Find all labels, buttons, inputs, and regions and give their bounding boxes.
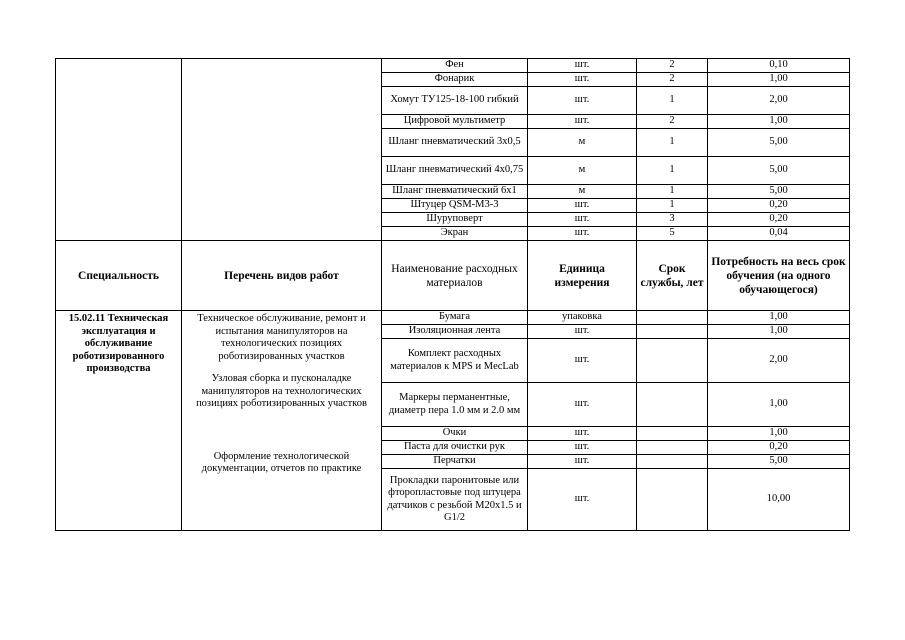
material-life: 2 [637, 59, 708, 73]
material-name: Шланг пневматический 4х0,75 [382, 157, 528, 185]
material-life: 2 [637, 115, 708, 129]
header-materials: Наименование расходных материалов [382, 241, 528, 311]
material-unit: шт. [528, 325, 637, 339]
material-name: Экран [382, 227, 528, 241]
material-need: 2,00 [708, 339, 850, 383]
material-name: Шланг пневматический 6х1 [382, 185, 528, 199]
header-life: Срок службы, лет [637, 241, 708, 311]
material-unit: м [528, 129, 637, 157]
material-need: 0,10 [708, 59, 850, 73]
header-row [56, 241, 850, 311]
material-name: Прокладки паронитовые или фторопластовые под штуцера датчиков с резьбой M20x1.5 и G1/2 [382, 469, 528, 531]
material-name: Паста для очистки рук [382, 441, 528, 455]
material-unit: шт. [528, 469, 637, 531]
material-name: Штуцер QSM-M3-3 [382, 199, 528, 213]
material-life: 1 [637, 199, 708, 213]
material-need: 0,04 [708, 227, 850, 241]
works-cell [182, 311, 382, 531]
empty-works-cell [182, 59, 382, 241]
table-row [56, 311, 850, 325]
work-item: Техническое обслуживание, ремонт и испытания манипуляторов на технологических позициях роботизированных участков [197, 313, 366, 362]
material-need: 1,00 [708, 73, 850, 87]
material-life [637, 339, 708, 383]
empty-specialty-cell [56, 59, 182, 241]
material-life: 5 [637, 227, 708, 241]
material-unit: шт. [528, 59, 637, 73]
material-unit: шт. [528, 87, 637, 115]
material-unit: шт. [528, 427, 637, 441]
material-need: 5,00 [708, 157, 850, 185]
material-unit: шт. [528, 441, 637, 455]
material-unit: шт. [528, 73, 637, 87]
material-life [637, 383, 708, 427]
material-unit: шт. [528, 213, 637, 227]
material-name: Перчатки [382, 455, 528, 469]
material-name: Бумага [382, 311, 528, 325]
material-need: 5,00 [708, 455, 850, 469]
material-life [637, 455, 708, 469]
material-name: Шланг пневматический 3х0,5 [382, 129, 528, 157]
work-item: Оформление технологической документации, отчетов по практике [201, 450, 362, 474]
material-need: 10,00 [708, 469, 850, 531]
material-unit: шт. [528, 339, 637, 383]
material-life: 3 [637, 213, 708, 227]
material-name: Цифровой мультиметр [382, 115, 528, 129]
header-works: Перечень видов работ [182, 241, 382, 311]
consumables-table [55, 58, 850, 531]
material-life: 1 [637, 129, 708, 157]
material-life: 1 [637, 157, 708, 185]
material-name: Очки [382, 427, 528, 441]
header-need: Потребность на весь срок обучения (на одного обучающегося) [708, 241, 850, 311]
material-name: Хомут ТУ125-18-100 гибкий [382, 87, 528, 115]
material-life: 1 [637, 87, 708, 115]
material-life [637, 325, 708, 339]
header-unit: Единица измерения [528, 241, 637, 311]
material-name: Фен [382, 59, 528, 73]
material-life [637, 469, 708, 531]
work-item: Узловая сборка и пусконаладке манипуляторов на технологических позициях роботизированных участков [196, 373, 367, 409]
material-need: 5,00 [708, 129, 850, 157]
material-life [637, 427, 708, 441]
table-row [56, 59, 850, 73]
material-unit: шт. [528, 115, 637, 129]
material-name: Шуруповерт [382, 213, 528, 227]
material-unit: шт. [528, 455, 637, 469]
material-name: Комплект расходных материалов к MPS и MecLab [382, 339, 528, 383]
material-life [637, 311, 708, 325]
material-need: 1,00 [708, 383, 850, 427]
material-need: 1,00 [708, 311, 850, 325]
material-life: 1 [637, 185, 708, 199]
material-need: 1,00 [708, 427, 850, 441]
material-need: 0,20 [708, 441, 850, 455]
material-unit: м [528, 185, 637, 199]
specialty-cell: 15.02.11 Техническая эксплуатация и обслуживание роботизированного производства [56, 311, 182, 531]
material-need: 0,20 [708, 213, 850, 227]
material-name: Изоляционная лента [382, 325, 528, 339]
material-need: 1,00 [708, 115, 850, 129]
material-unit: шт. [528, 199, 637, 213]
material-need: 0,20 [708, 199, 850, 213]
material-life: 2 [637, 73, 708, 87]
material-need: 5,00 [708, 185, 850, 199]
material-life [637, 441, 708, 455]
material-unit: упаковка [528, 311, 637, 325]
material-unit: шт. [528, 227, 637, 241]
material-unit: м [528, 157, 637, 185]
material-name: Маркеры перманентные, диаметр пера 1.0 мм и 2.0 мм [382, 383, 528, 427]
material-unit: шт. [528, 383, 637, 427]
material-name: Фонарик [382, 73, 528, 87]
material-need: 1,00 [708, 325, 850, 339]
header-specialty: Специальность [56, 241, 182, 311]
material-need: 2,00 [708, 87, 850, 115]
